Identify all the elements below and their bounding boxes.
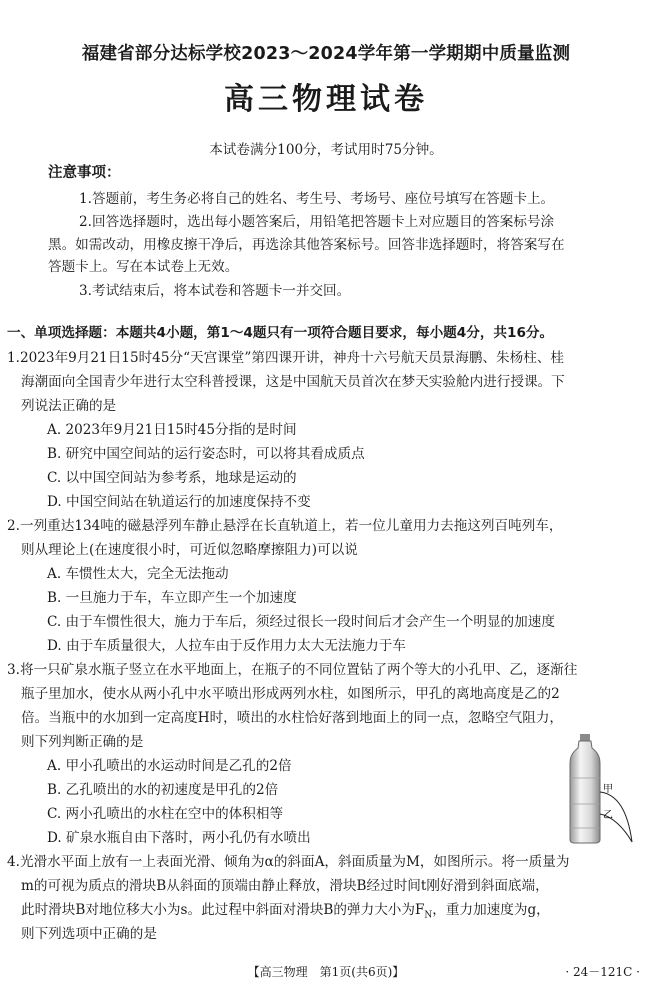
hole-label-jia: 甲: [603, 784, 613, 795]
exam-title: 高三物理试卷: [224, 82, 428, 117]
exam-info: 本试卷满分100分，考试用时75分钟。: [209, 142, 443, 158]
q3-stem: 倍。当瓶中的水加到一定高度H时，喷出的水柱恰好落到地面上的同一点，忽略空气阻力，: [21, 710, 564, 726]
q2-stem: 则从理论上(在速度很小时，可近似忽略摩擦阻力)可以说: [21, 542, 358, 558]
q1-stem: 1.2023年9月21日15时45分“天宫课堂”第四课开讲，神舟十六号航天员景海鹏、朱杨柱、桂: [7, 350, 565, 366]
notice-line: 2.回答选择题时，选出每小题答案后，用铅笔把答题卡上对应题目的答案标号涂: [79, 214, 555, 230]
bottle-cap: [580, 734, 590, 741]
q4-stem: m的可视为质点的滑块B从斜面的顶端由静止释放，滑块B经过时间t刚好滑到斜面底端，: [21, 878, 549, 894]
hole-label-yi: 乙: [603, 810, 613, 821]
q1-option-c: C. 以中国空间站为参考系，地球是运动的: [47, 470, 297, 486]
exam-code: · 24－121C ·: [565, 965, 640, 979]
q4-stem: 则下列选项中正确的是: [21, 926, 157, 942]
exam-header: 福建省部分达标学校2023～2024学年第一学期期中质量监测: [81, 44, 571, 64]
q4-stem-part: 此时滑块B对地位移大小为s。此过程中斜面对滑块B的弹力大小为F: [21, 902, 425, 918]
q3-stem: 瓶子里加水，使水从两小孔中水平喷出形成两列水柱，如图所示，甲孔的离地高度是乙的2: [21, 686, 560, 702]
notice-line: 黑。如需改动，用橡皮擦干净后，再选涂其他答案标号。回答非选择题时，将答案写在: [48, 237, 565, 253]
q4-stem: 4.光滑水平面上放有一上表面光滑、倾角为α的斜面A，斜面质量为M，如图所示。将一质量为: [7, 854, 570, 870]
page-number: 【高三物理 第1页(共6页)】: [247, 965, 405, 979]
q3-option-a: A. 甲小孔喷出的水运动时间是乙孔的2倍: [47, 758, 292, 774]
notice-line: 答题卡上。写在本试卷上无效。: [48, 259, 239, 275]
q1-option-b: B. 研究中国空间站的运行姿态时，可以将其看成质点: [47, 446, 365, 462]
q2-option-b: B. 一旦施力于车，车立即产生一个加速度: [47, 590, 297, 606]
notice-title: 注意事项：: [48, 165, 121, 181]
q4-stem-part: ，重力加速度为g，: [432, 902, 550, 918]
section-heading: 一、单项选择题：本题共4小题，第1～4题只有一项符合题目要求，每小题4分，共16分。: [7, 325, 554, 341]
q1-option-a: A. 2023年9月21日15时45分指的是时间: [47, 422, 297, 438]
notice-line: 3.考试结束后，将本试卷和答题卡一并交回。: [79, 283, 351, 299]
q3-stem: 则下列判断正确的是: [21, 734, 144, 750]
q3-option-b: B. 乙孔喷出的水的初速度是甲孔的2倍: [47, 782, 279, 798]
q2-option-a: A. 车惯性太大，完全无法拖动: [47, 566, 229, 582]
q2-stem: 2.一列重达134吨的磁悬浮列车静止悬浮在长直轨道上，若一位儿童用力去拖这列百吨列车，: [7, 518, 563, 534]
water-bottle-figure: [558, 732, 642, 844]
q1-stem: 海潮面向全国青少年进行太空科普授课，这是中国航天员首次在梦天实验舱内进行授课。下: [21, 374, 565, 390]
q2-option-c: C. 由于车惯性很大，施力于车后，须经过很长一段时间后才会产生一个明显的加速度: [47, 614, 555, 630]
q4-stem: [21, 900, 550, 926]
q3-option-c: C. 两小孔喷出的水柱在空中的体积相等: [47, 806, 284, 822]
q3-option-d: D. 矿泉水瓶自由下落时，两小孔仍有水喷出: [47, 830, 311, 846]
q1-option-d: D. 中国空间站在轨道运行的加速度保持不变: [47, 494, 311, 510]
notice-line: 1.答题前，考生务必将自己的姓名、考生号、考场号、座位号填写在答题卡上。: [79, 191, 555, 207]
q2-option-d: D. 由于车质量很大，人拉车由于反作用力太大无法施力于车: [47, 638, 406, 654]
q1-stem: 列说法正确的是: [21, 398, 117, 414]
q3-stem: 3.将一只矿泉水瓶子竖立在水平地面上，在瓶子的不同位置钻了两个等大的小孔甲、乙，逐渐往: [7, 662, 578, 678]
q4-subscript: N: [424, 910, 433, 921]
